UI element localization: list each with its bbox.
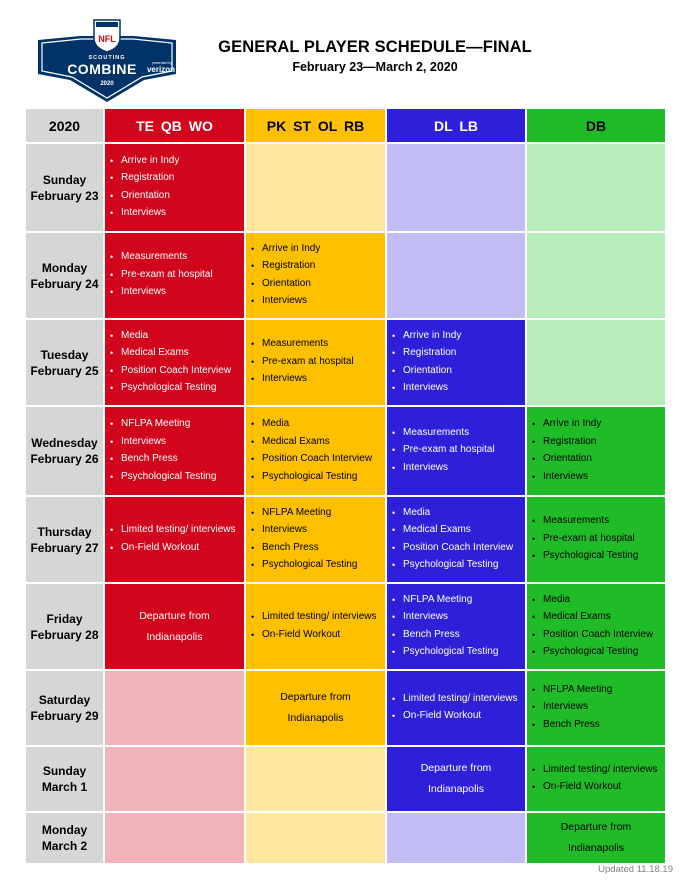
activity-item: • Interviews: [391, 382, 525, 394]
schedule-cell-db: [527, 747, 665, 811]
activity-list: [246, 338, 385, 385]
activity-item: • Medical Exams: [531, 611, 665, 623]
activity-item: • Media: [109, 330, 244, 342]
activity-item: • Interviews: [531, 701, 665, 713]
activity-item: • Measurements: [109, 251, 244, 263]
activity-item: • Orientation: [109, 190, 244, 202]
activity-item: • Pre-exam at hospital: [531, 533, 665, 545]
schedule-cell-pk-st-ol-rb: [246, 584, 385, 669]
schedule-cell-pk-st-ol-rb: [246, 233, 385, 318]
day-label: [26, 813, 103, 863]
schedule-cell-te-qb-wo: [105, 407, 244, 495]
activity-item: • On-Field Workout: [250, 629, 385, 641]
schedule-cell-dl-lb: [387, 144, 525, 231]
day-weekday: Sunday: [42, 764, 87, 778]
activity-list: [246, 611, 385, 641]
activity-item: • Interviews: [250, 524, 385, 536]
day-weekday: Thursday: [37, 524, 92, 539]
activity-list: [527, 418, 665, 483]
activity-item: • Registration: [250, 260, 385, 272]
schedule-row: [26, 671, 665, 745]
schedule-row: [26, 407, 665, 495]
schedule-row: [26, 813, 665, 863]
activity-list: [105, 330, 244, 395]
activity-list: [387, 594, 525, 659]
activity-item: • Media: [250, 418, 385, 430]
activity-item: • NFLPA Meeting: [531, 684, 665, 696]
ribbon-top-text: SCOUTING: [88, 55, 126, 61]
activity-item: • Bench Press: [250, 542, 385, 554]
schedule-cell-dl-lb: [387, 747, 525, 811]
schedule-cell-dl-lb: [387, 320, 525, 405]
activity-item: • Interviews: [391, 611, 525, 623]
group-header-dl-lb: DL LB: [387, 109, 525, 142]
schedule-cell-db: [527, 407, 665, 495]
schedule-cell-db: [527, 584, 665, 669]
day-date: February 29: [30, 709, 99, 723]
activity-list: [246, 418, 385, 483]
presented-by-text: presented by: [151, 61, 173, 65]
schedule-row: [26, 584, 665, 669]
schedule-row: [26, 497, 665, 582]
activity-item: • Interviews: [250, 295, 385, 307]
day-date: February 25: [30, 363, 99, 378]
activity-item: • Measurements: [531, 515, 665, 527]
activity-item: • NFLPA Meeting: [109, 418, 244, 430]
activity-item: • Arrive in Indy: [109, 155, 244, 167]
day-label: [26, 233, 103, 318]
activity-item: • Orientation: [531, 453, 665, 465]
activity-list: [105, 155, 244, 220]
activity-item: • Measurements: [391, 427, 525, 439]
schedule-cell-db: [527, 144, 665, 231]
activity-item: • NFLPA Meeting: [250, 507, 385, 519]
schedule-cell-dl-lb: [387, 671, 525, 745]
activity-item: • Position Coach Interview: [531, 629, 665, 641]
activity-list: [105, 524, 244, 554]
year-header: 2020: [26, 109, 103, 142]
activity-item: • Registration: [391, 347, 525, 359]
activity-item: • Psychological Testing: [531, 550, 665, 562]
day-weekday: Saturday: [38, 693, 91, 707]
day-weekday: Monday: [41, 823, 88, 837]
activity-item: • Interviews: [391, 462, 525, 474]
logo-year-text: 2020: [100, 81, 114, 87]
schedule-cell-te-qb-wo: [105, 320, 244, 405]
activity-item: • Registration: [109, 172, 244, 184]
group-header-db: DB: [527, 109, 665, 142]
activity-list: [105, 418, 244, 483]
updated-date: Updated 11.18.19: [598, 864, 673, 875]
schedule-header-row: [26, 109, 665, 142]
scouting-combine-logo: [36, 18, 178, 104]
activity-item: • Limited testing/ interviews: [109, 524, 244, 536]
schedule-cell-pk-st-ol-rb: [246, 813, 385, 863]
activity-item: • Limited testing/ interviews: [250, 611, 385, 623]
schedule-row: [26, 320, 665, 405]
schedule-cell-dl-lb: [387, 233, 525, 318]
activity-item: • Orientation: [391, 365, 525, 377]
activity-item: • On-Field Workout: [391, 710, 525, 722]
day-date: February 28: [30, 627, 99, 642]
activity-item: • Position Coach Interview: [250, 453, 385, 465]
activity-item: • Arrive in Indy: [531, 418, 665, 430]
day-label: [26, 407, 103, 495]
day-date: February 26: [30, 452, 99, 466]
schedule-row: [26, 144, 665, 231]
activity-item: • Arrive in Indy: [250, 243, 385, 255]
activity-item: • Psychological Testing: [531, 646, 665, 658]
schedule-cell-te-qb-wo: [105, 584, 244, 669]
schedule-cell-db: [527, 813, 665, 863]
schedule-cell-db: [527, 320, 665, 405]
page-title: GENERAL PLAYER SCHEDULE—FINAL: [218, 38, 532, 56]
day-weekday: Monday: [41, 260, 88, 275]
activity-item: • Interviews: [250, 373, 385, 385]
activity-list: [527, 515, 665, 562]
activity-item: • Psychological Testing: [391, 559, 525, 571]
activity-item: • Interviews: [109, 436, 244, 448]
nfl-shield-text: NFL: [98, 34, 116, 44]
activity-item: • Medical Exams: [250, 436, 385, 448]
activity-item: • Arrive in Indy: [391, 330, 525, 342]
schedule-cell-dl-lb: [387, 497, 525, 582]
activity-item: • Registration: [531, 436, 665, 448]
day-label: [26, 671, 103, 745]
activity-item: • Pre-exam at hospital: [109, 269, 244, 281]
day-weekday: Wednesday: [31, 436, 98, 450]
activity-list: [527, 764, 665, 794]
day-label: [26, 497, 103, 582]
departure-note: Departure from Indianapolis: [280, 691, 351, 724]
schedule-cell-pk-st-ol-rb: [246, 320, 385, 405]
schedule-cell-pk-st-ol-rb: [246, 671, 385, 745]
activity-item: • Psychological Testing: [250, 559, 385, 571]
activity-item: • Psychological Testing: [109, 382, 244, 394]
activity-item: • Bench Press: [109, 453, 244, 465]
activity-list: [527, 684, 665, 731]
activity-item: • Interviews: [109, 286, 244, 298]
departure-note: Departure from Indianapolis: [420, 762, 492, 795]
departure-note: Departure from Indianapolis: [560, 821, 632, 854]
activity-list: [387, 507, 525, 572]
day-date: March 1: [41, 780, 88, 794]
day-weekday: Tuesday: [40, 347, 89, 362]
schedule-cell-pk-st-ol-rb: [246, 497, 385, 582]
schedule-cell-db: [527, 497, 665, 582]
schedule-row: [26, 233, 665, 318]
day-label: [26, 320, 103, 405]
schedule-cell-te-qb-wo: [105, 233, 244, 318]
activity-item: • Limited testing/ interviews: [531, 764, 665, 776]
schedule-cell-te-qb-wo: [105, 497, 244, 582]
group-header-pk-st-ol-rb: PK ST OL RB: [246, 109, 385, 142]
departure-note: Departure from Indianapolis: [139, 609, 210, 643]
activity-list: [105, 251, 244, 298]
activity-item: • Interviews: [531, 471, 665, 483]
day-label: [26, 747, 103, 811]
day-date: March 2: [41, 839, 88, 853]
group-header-te-qb-wo: TE QB WO: [105, 109, 244, 142]
schedule-cell-pk-st-ol-rb: [246, 407, 385, 495]
schedule-cell-dl-lb: [387, 407, 525, 495]
activity-item: • On-Field Workout: [531, 781, 665, 793]
activity-item: • Bench Press: [531, 719, 665, 731]
activity-item: • Medical Exams: [391, 524, 525, 536]
activity-item: • Psychological Testing: [391, 646, 525, 658]
schedule-cell-dl-lb: [387, 584, 525, 669]
activity-item: • Pre-exam at hospital: [391, 444, 525, 456]
day-weekday: Friday: [46, 611, 83, 626]
schedule-cell-pk-st-ol-rb: [246, 747, 385, 811]
activity-list: [387, 427, 525, 474]
day-date: February 27: [30, 540, 99, 555]
activity-item: • On-Field Workout: [109, 542, 244, 554]
activity-item: • Media: [391, 507, 525, 519]
combine-logo-graphic: [36, 18, 178, 104]
day-date: February 23: [30, 188, 99, 203]
activity-item: • Bench Press: [391, 629, 525, 641]
activity-list: [246, 243, 385, 308]
activity-item: • NFLPA Meeting: [391, 594, 525, 606]
schedule-cell-db: [527, 671, 665, 745]
schedule-cell-db: [527, 233, 665, 318]
schedule-cell-pk-st-ol-rb: [246, 144, 385, 231]
page-subtitle: February 23—March 2, 2020: [292, 60, 458, 74]
schedule-cell-te-qb-wo: [105, 671, 244, 745]
activity-list: [246, 507, 385, 572]
day-label: [26, 584, 103, 669]
activity-item: • Position Coach Interview: [391, 542, 525, 554]
schedule-table: [24, 107, 667, 865]
schedule-row: [26, 747, 665, 811]
day-weekday: Sunday: [42, 172, 87, 187]
schedule-cell-dl-lb: [387, 813, 525, 863]
schedule-cell-te-qb-wo: [105, 747, 244, 811]
activity-item: • Interviews: [109, 207, 244, 219]
activity-item: • Position Coach Interview: [109, 365, 244, 377]
activity-item: • Pre-exam at hospital: [250, 356, 385, 368]
activity-item: • Psychological Testing: [109, 471, 244, 483]
activity-item: • Psychological Testing: [250, 471, 385, 483]
activity-item: • Media: [531, 594, 665, 606]
activity-item: • Measurements: [250, 338, 385, 350]
activity-list: [387, 330, 525, 395]
activity-item: • Limited testing/ interviews: [391, 693, 525, 705]
day-date: February 24: [30, 276, 99, 291]
sponsor-text: verizon: [146, 65, 176, 74]
schedule-cell-te-qb-wo: [105, 813, 244, 863]
combine-text: COMBINE: [67, 61, 137, 77]
activity-item: • Medical Exams: [109, 347, 244, 359]
day-label: [26, 144, 103, 231]
schedule-cell-te-qb-wo: [105, 144, 244, 231]
header: [190, 38, 560, 74]
activity-item: • Orientation: [250, 278, 385, 290]
activity-list: [527, 594, 665, 659]
activity-list: [387, 693, 525, 723]
